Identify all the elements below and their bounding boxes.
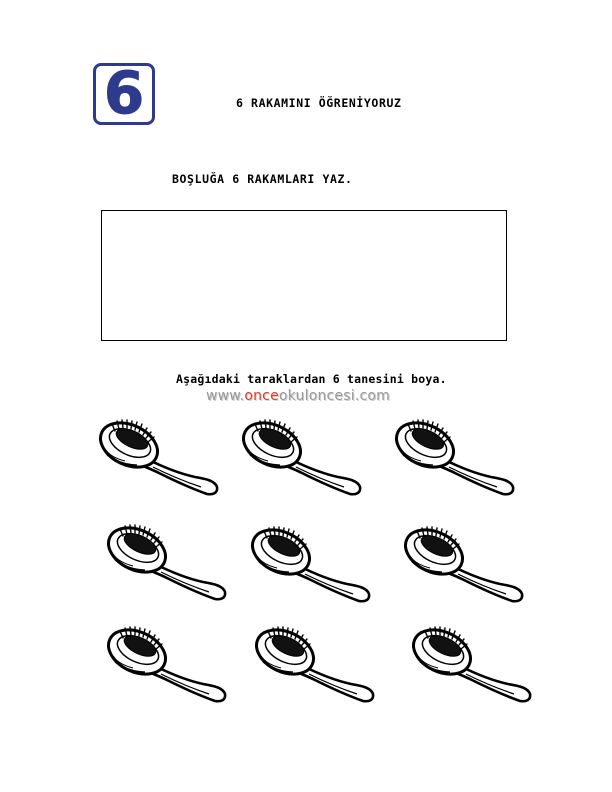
watermark xyxy=(206,388,390,404)
watermark-prefix: www. xyxy=(206,388,245,404)
coloring-instruction: Aşağıdaki taraklardan 6 tanesini boya. xyxy=(176,372,447,386)
digit-six: 6 xyxy=(103,59,145,127)
page-title: 6 RAKAMINI ÖĞRENİYORUZ xyxy=(236,96,402,110)
writing-instruction: BOŞLUĞA 6 RAKAMLARI YAZ. xyxy=(172,172,353,186)
hairbrush-icon[interactable] xyxy=(240,415,365,500)
hairbrush-icon[interactable] xyxy=(393,415,518,500)
watermark-suffix: okuloncesi.com xyxy=(278,388,390,404)
writing-box[interactable] xyxy=(101,210,507,341)
hairbrush-icon[interactable] xyxy=(97,415,222,500)
hairbrush-icon[interactable] xyxy=(249,522,374,607)
digit-six-badge xyxy=(93,59,155,127)
watermark-accent: once xyxy=(244,388,279,404)
hairbrush-icon[interactable] xyxy=(402,522,527,607)
hairbrush-icon[interactable] xyxy=(410,622,535,707)
hairbrush-icon[interactable] xyxy=(105,622,230,707)
hairbrush-icon[interactable] xyxy=(105,520,230,605)
hairbrush-icon[interactable] xyxy=(253,622,378,707)
